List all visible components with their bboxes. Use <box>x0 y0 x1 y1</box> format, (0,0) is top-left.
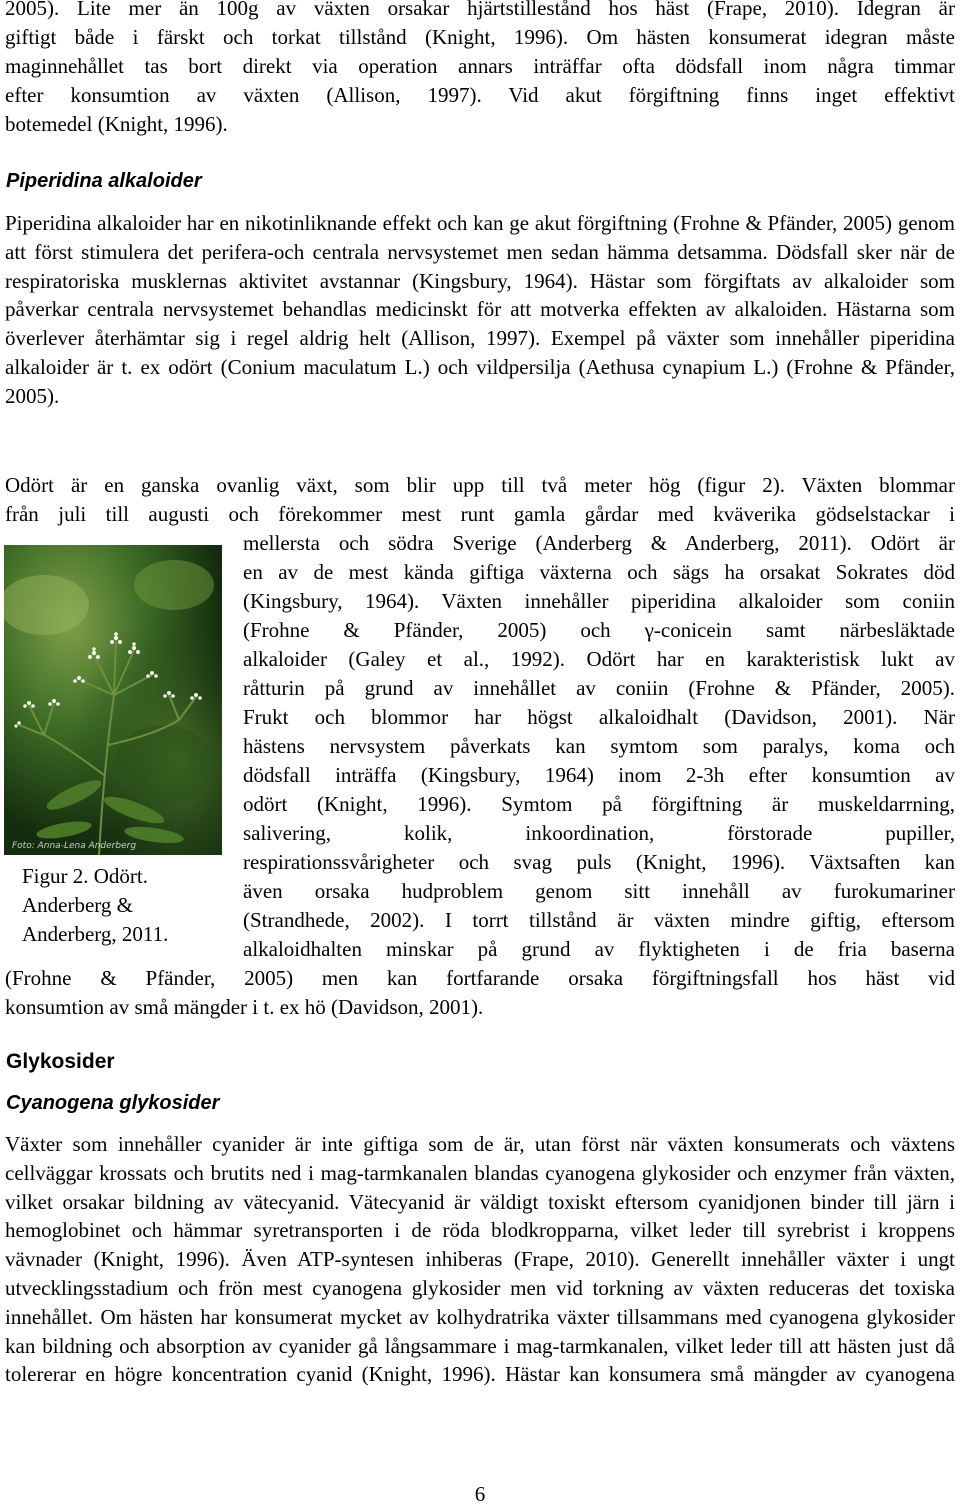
paragraph-piperidina: Piperidina alkaloider har en nikotinliknande effekt och kan ge akut förgiftning (Frohne & Pfänder, 2005) genom att först stimulera det perifera-och centrala nervsystemet men sedan hämma detsamma. Dödsfall sker när de respiratoriska musklernas aktivitet avstannar (Kingsbury, 1964). Hästar som förgiftats av alkaloider som påverkar centrala nervsystemet behandlas medicinskt för att motverka effekten av alkaloiden. Hästarna som överlever återhämtar sig i regel aldrig helt (Allison, 1997). Exempel på växter som innehåller piperidina alkaloider är t. ex odört (Conium maculatum L.) och vildpersilja (Aethusa cynapium L.) (Frohne & Pfänder, 2005). <box>5 211 955 408</box>
section-heading-glykosider: Glykosider <box>6 1050 115 1073</box>
text-line: efter konsumtion av växten (Allison, 1997). Vid akut förgiftning finns inget effektivt <box>5 83 955 107</box>
text-line: Frukt och blommor har högst alkaloidhalt (Davidson, 2001). När <box>243 705 955 729</box>
caption-line: Figur 2. Odört. <box>22 864 148 888</box>
hemlock-photo <box>4 545 222 855</box>
text-line: Odört är en ganska ovanlig växt, som blir upp till två meter hög (figur 2). Växten blommar <box>5 473 955 497</box>
text-line: 2005). Lite mer än 100g av växten orsakar hjärtstillestånd hos häst (Frape, 2010). Idegran är <box>5 0 955 20</box>
plant-illustration <box>4 545 222 855</box>
text-line: giftigt både i färskt och torkat tillstånd (Knight, 1996). Om hästen konsumerat idegran måste <box>5 25 955 49</box>
text-line: hästens nervsystem påverkats kan symtom som paralys, koma och <box>243 734 955 758</box>
figure-caption <box>22 862 168 948</box>
text-line: mellersta och södra Sverige (Anderberg & Anderberg, 2011). Odört är <box>243 531 955 555</box>
text-line: botemedel (Knight, 1996). <box>5 112 228 136</box>
text-line: även orsaka hudproblem genom sitt innehåll av furokumariner <box>243 879 955 903</box>
section-heading-piperidina: Piperidina alkaloider <box>6 170 202 192</box>
text-line: råtturin på grund av innehållet av coniin (Frohne & Pfänder, 2005). <box>243 676 955 700</box>
text-line: konsumtion av små mängder i t. ex hö (Davidson, 2001). <box>5 995 484 1019</box>
text-line: alkaloider (Galey et al., 1992). Odört har en karakteristisk lukt av <box>243 647 955 671</box>
caption-line: Anderberg, 2011. <box>22 921 169 946</box>
subsection-heading-cyanogena: Cyanogena glykosider <box>6 1092 220 1114</box>
text-line: respirationssvårigheter och svag puls (Knight, 1996). Växtsaften kan <box>243 850 955 874</box>
text-line: från juli till augusti och förekommer mest runt gamla gårdar med kväverika gödselstackar i <box>5 502 955 526</box>
text-line: (Strandhede, 2002). I torrt tillstånd är växten mindre giftig, eftersom <box>243 908 955 932</box>
caption-line: Anderberg & <box>22 892 133 917</box>
page-number: 6 <box>474 1482 486 1506</box>
text-line: dödsfall inträffa (Kingsbury, 1964) inom 2-3h efter konsumtion av <box>243 763 955 787</box>
text-line: salivering, kolik, inkoordination, förstorade pupiller, <box>243 821 955 845</box>
text-line: alkaloidhalten minskar på grund av flyktigheten i de fria baserna <box>243 937 955 961</box>
photo-credit: Foto: Anna-Lena Anderberg <box>12 841 137 851</box>
paragraph-cyanogena: Växter som innehåller cyanider är inte giftiga som de är, utan först när växten konsumerats och växtens cellväggar krossats och brutits ned i mag-tarmkanalen blandas cyanogena glykosider och enzymer från växten, vilket orsakar bildning av vätecyanid. Vätecyanid är väldigt toxiskt eftersom cyanidjonen binder till järn i hemoglobinet och hämmar syretransporten i de röda blodkropparna, vilket leder till syrebrist i kroppens vävnader (Knight, 1996). Även ATP-syntesen inhiberas (Frape, 2010). Generellt innehåller växter i ungt utvecklingsstadium och frön mest cyanogena glykosider men vid torkning av växten reduceras det toxiska innehållet. Om hästen har konsumerat mycket av kolhydratrika växter tillsammans med cyanogena glykosider kan bildning och absorption av cyanider gå långsammare i mag-tarmkanalen, vilket leder till att hästen just då tolererar en högre koncentration cyanid (Knight, 1996). Hästar kan konsumera små mängder av cyanogena <box>5 1132 955 1387</box>
text-line: (Kingsbury, 1964). Växten innehåller piperidina alkaloider som coniin <box>243 589 955 613</box>
text-line: odört (Knight, 1996). Symtom på förgiftning är muskeldarrning, <box>243 792 955 816</box>
text-line: maginnehållet tas bort direkt via operation annars inträffar ofta dödsfall inom några timmar <box>5 54 955 78</box>
text-line: (Frohne & Pfänder, 2005) och γ-conicein samt närbesläktade <box>243 618 955 642</box>
text-line: (Frohne & Pfänder, 2005) men kan fortfarande orsaka förgiftningsfall hos häst vid <box>5 966 955 990</box>
text-line: en av de mest kända giftiga växterna och sägs ha orsakat Sokrates död <box>243 560 955 584</box>
